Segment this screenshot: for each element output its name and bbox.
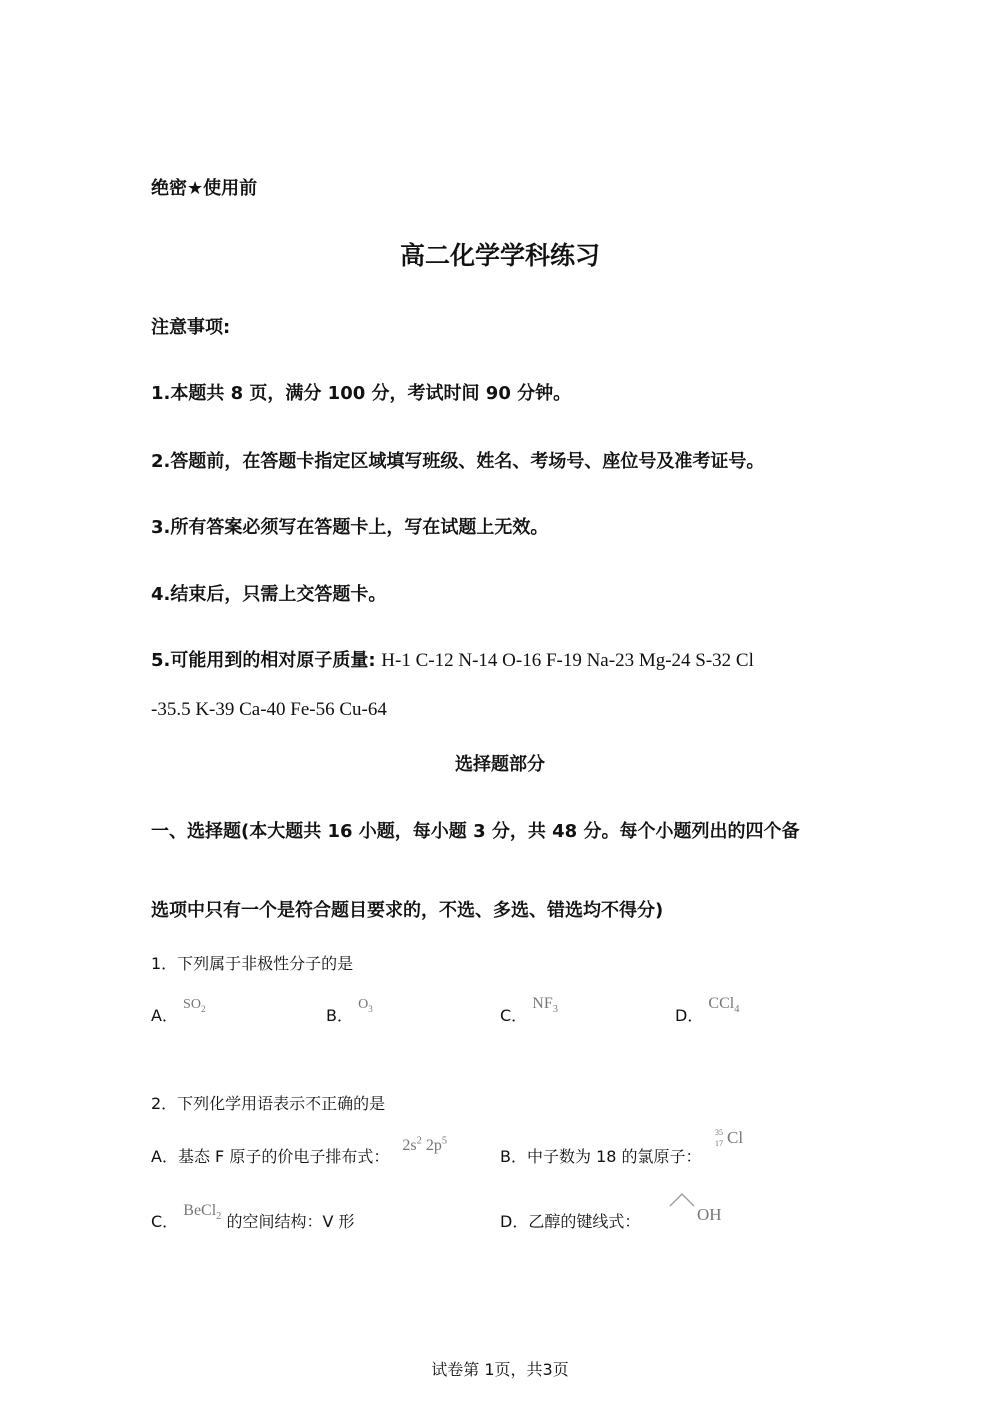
q1-option-d bbox=[675, 995, 740, 1028]
notice-heading: 注意事项: bbox=[151, 317, 231, 338]
orbital-2p-count: 5 bbox=[441, 1135, 448, 1147]
q1-option-a bbox=[151, 997, 206, 1027]
option-a-text: A．基态 F 原子的价电子排布式： bbox=[151, 1147, 390, 1166]
option-letter: D． bbox=[675, 1006, 704, 1025]
formula-text: BeCl bbox=[183, 1202, 217, 1219]
option-b-text: B．中子数为 18 的氯原子： bbox=[500, 1147, 702, 1166]
q2-option-c bbox=[151, 1202, 355, 1234]
section-heading-line-2: 选项中只有一个是符合题目要求的，不选、多选、错选均不得分) bbox=[151, 900, 664, 921]
formula-o3 bbox=[358, 997, 373, 1012]
section-heading-line-1: 一、选择题(本大题共 16 小题，每小题 3 分，共 48 分。每个小题列出的四个备 bbox=[151, 821, 800, 842]
option-d-text: D．乙醇的键线式： bbox=[500, 1212, 641, 1231]
q1-option-b bbox=[326, 997, 373, 1027]
option-letter: A． bbox=[151, 1006, 178, 1025]
formula-nf3 bbox=[532, 995, 558, 1016]
atomic-masses-line-2: -35.5 K-39 Ca-40 Fe-56 Cu-64 bbox=[151, 699, 387, 720]
option-letter: B． bbox=[326, 1006, 353, 1025]
notice-item-1: 1.本题共 8 页，满分 100 分，考试时间 90 分钟。 bbox=[151, 383, 572, 404]
page-title: 高二化学学科练习 bbox=[399, 241, 600, 270]
electron-configuration bbox=[402, 1137, 447, 1154]
formula-sub: 2 bbox=[216, 1211, 222, 1223]
q2-option-a bbox=[151, 1135, 448, 1167]
hydroxyl-group-label: OH bbox=[697, 1205, 722, 1224]
orbital-2s-count: 2 bbox=[416, 1135, 422, 1147]
orbital-2p: 2p bbox=[425, 1137, 442, 1154]
question-2-stem: 2．下列化学用语表示不正确的是 bbox=[151, 1094, 386, 1113]
element-symbol: Cl bbox=[727, 1128, 744, 1147]
formula-sub: 3 bbox=[552, 1004, 558, 1016]
formula-sub: 3 bbox=[368, 1003, 373, 1014]
notice-item-5-prefix: 5.可能用到的相对原子质量: bbox=[151, 650, 376, 671]
notice-item-2: 2.答题前，在答题卡指定区域填写班级、姓名、考场号、座位号及准考证号。 bbox=[151, 451, 765, 472]
q1-option-c bbox=[500, 995, 558, 1028]
formula-sub: 4 bbox=[734, 1004, 740, 1016]
orbital-2s: 2s bbox=[402, 1137, 417, 1154]
part-title: 选择题部分 bbox=[455, 754, 545, 775]
option-letter: C． bbox=[500, 1006, 528, 1025]
formula-becl2 bbox=[183, 1202, 222, 1223]
option-letter: C． bbox=[151, 1212, 179, 1231]
atomic-number: 17 bbox=[715, 1139, 723, 1148]
notice-item-3: 3.所有答案必须写在答题卡上，写在试题上无效。 bbox=[151, 517, 549, 538]
formula-ccl4 bbox=[708, 995, 740, 1016]
notice-item-4: 4.结束后，只需上交答题卡。 bbox=[151, 584, 387, 605]
atomic-masses-line-1: H-1 C-12 N-14 O-16 F-19 Na-23 Mg-24 S-32 Cl bbox=[381, 650, 754, 671]
confidential-label: 绝密★使用前 bbox=[151, 178, 258, 199]
formula-text: CCl bbox=[708, 995, 735, 1012]
formula-so2 bbox=[183, 997, 205, 1012]
question-1-stem: 1．下列属于非极性分子的是 bbox=[151, 954, 354, 973]
formula-sub: 2 bbox=[200, 1003, 206, 1014]
chlorine-isotope-notation bbox=[714, 1128, 750, 1156]
page-footer: 试卷第 1页，共3页 bbox=[431, 1360, 569, 1379]
q2-option-d bbox=[500, 1209, 640, 1232]
formula-text: NF bbox=[532, 995, 553, 1012]
formula-text: O bbox=[358, 997, 369, 1012]
mass-number: 35 bbox=[715, 1128, 723, 1137]
option-c-text: 的空间结构：V 形 bbox=[226, 1212, 355, 1231]
q2-option-b bbox=[500, 1144, 702, 1167]
notice-item-5 bbox=[151, 646, 754, 672]
formula-text: SO bbox=[183, 997, 201, 1012]
